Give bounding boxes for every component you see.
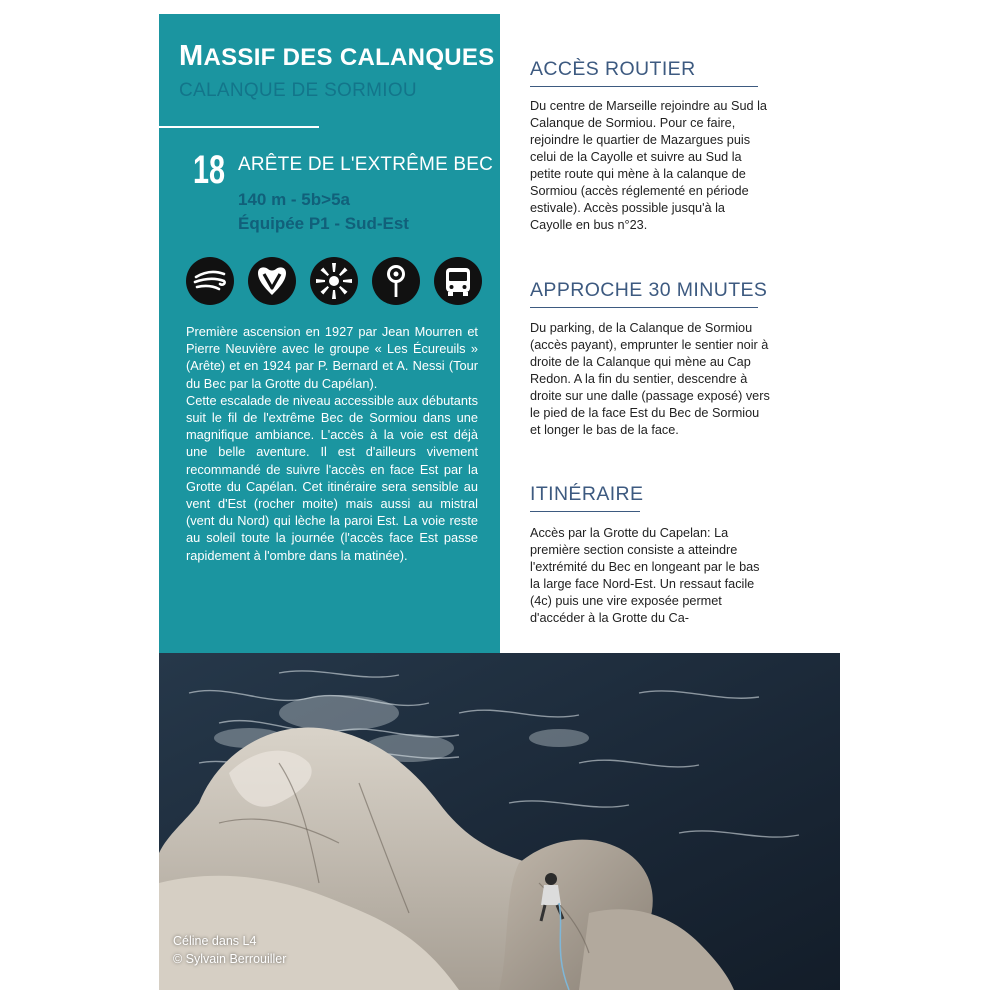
guidebook-page xyxy=(159,14,840,990)
itineraire-text: Accès par la Grotte du Capelan: La première section consiste a atteindre l'extrémité du Bec en longeant par le bas la large face Nord-Est. Un ressaut facile (4c) puis une vire exposée permet d'accéder à la Grotte du Ca- xyxy=(530,526,760,625)
approche-text: Du parking, de la Calanque de Sormiou (accès payant), emprunter le sentier noir à droite de la Calanque qui mène au Cap Redon. A la fin du sentier, descendre à droite sur une dalle (passage exposé) vers le pied de la face Est du Bec de Sormiou et longer le bas de la face. xyxy=(530,321,770,437)
heading-underline xyxy=(530,307,758,308)
calanque-subtitle: CALANQUE DE SORMIOU xyxy=(179,80,417,101)
title-divider xyxy=(159,126,319,128)
photo-credit: © Sylvain Berrouiller xyxy=(173,952,287,966)
approche-heading: APPROCHE 30 MINUTES xyxy=(530,279,768,301)
acces-routier-text: Du centre de Marseille rejoindre au Sud la Calanque de Sormiou. Pour ce faire, rejoindre le quartier de Mazargues puis celui de la Cayolle et suivre au Sud la petite route qui mène à la calanque de Sormiou (accès réglementé en période estivale). Accès possible jusqu'à la Cayolle en bus n°23. xyxy=(530,99,767,232)
route-description xyxy=(186,323,478,564)
caption-text: Céline dans L4 xyxy=(173,934,257,948)
acces-routier-heading: ACCÈS ROUTIER xyxy=(530,58,696,80)
route-info-panel xyxy=(159,14,500,653)
route-equipment-orientation: Équipée P1 - Sud-Est xyxy=(238,214,409,233)
route-number: 18 xyxy=(193,148,226,192)
history-paragraph: Première ascension en 1927 par Jean Mourren et Pierre Neuvière avec le groupe « Les Écureuils » (Arête) et en 1924 par P. Bernard et A. Nessi (Tour du Bec par la Grotte du Capélan). xyxy=(186,324,478,391)
heading-underline xyxy=(530,511,640,512)
climbing-holds-icon xyxy=(248,257,296,305)
route-name: ARÊTE DE L'EXTRÊME BEC xyxy=(238,154,494,175)
wind-icon xyxy=(186,257,234,305)
sun-icon xyxy=(310,257,358,305)
massif-title: MASSIF DES CALANQUES xyxy=(179,40,495,72)
route-length-grade: 140 m - 5b>5a xyxy=(238,190,350,209)
photo-caption xyxy=(173,932,286,968)
climbing-photo xyxy=(159,653,840,990)
map-pin-icon xyxy=(372,257,420,305)
bus-icon xyxy=(434,257,482,305)
route-icons xyxy=(186,257,481,307)
heading-underline xyxy=(530,86,758,87)
overview-paragraph: Cette escalade de niveau accessible aux débutants suit le fil de l'extrême Bec de Sormiou dans une magnifique ambiance. L'accès à la voie est déjà une belle aventure. Il est d'ailleurs vivement recommandé de suivre l'accès en face Est par la Grotte du Capélan. Cet itinéraire sera sensible au vent d'Est (rocher moite) mais aussi au mistral (vent du Nord) qui lèche la paroi Est. La voie reste au soleil toute la journée (l'accès face Est passe rapidement à l'ombre dans la matinée). xyxy=(186,392,478,563)
itineraire-heading: ITINÉRAIRE xyxy=(530,483,644,505)
